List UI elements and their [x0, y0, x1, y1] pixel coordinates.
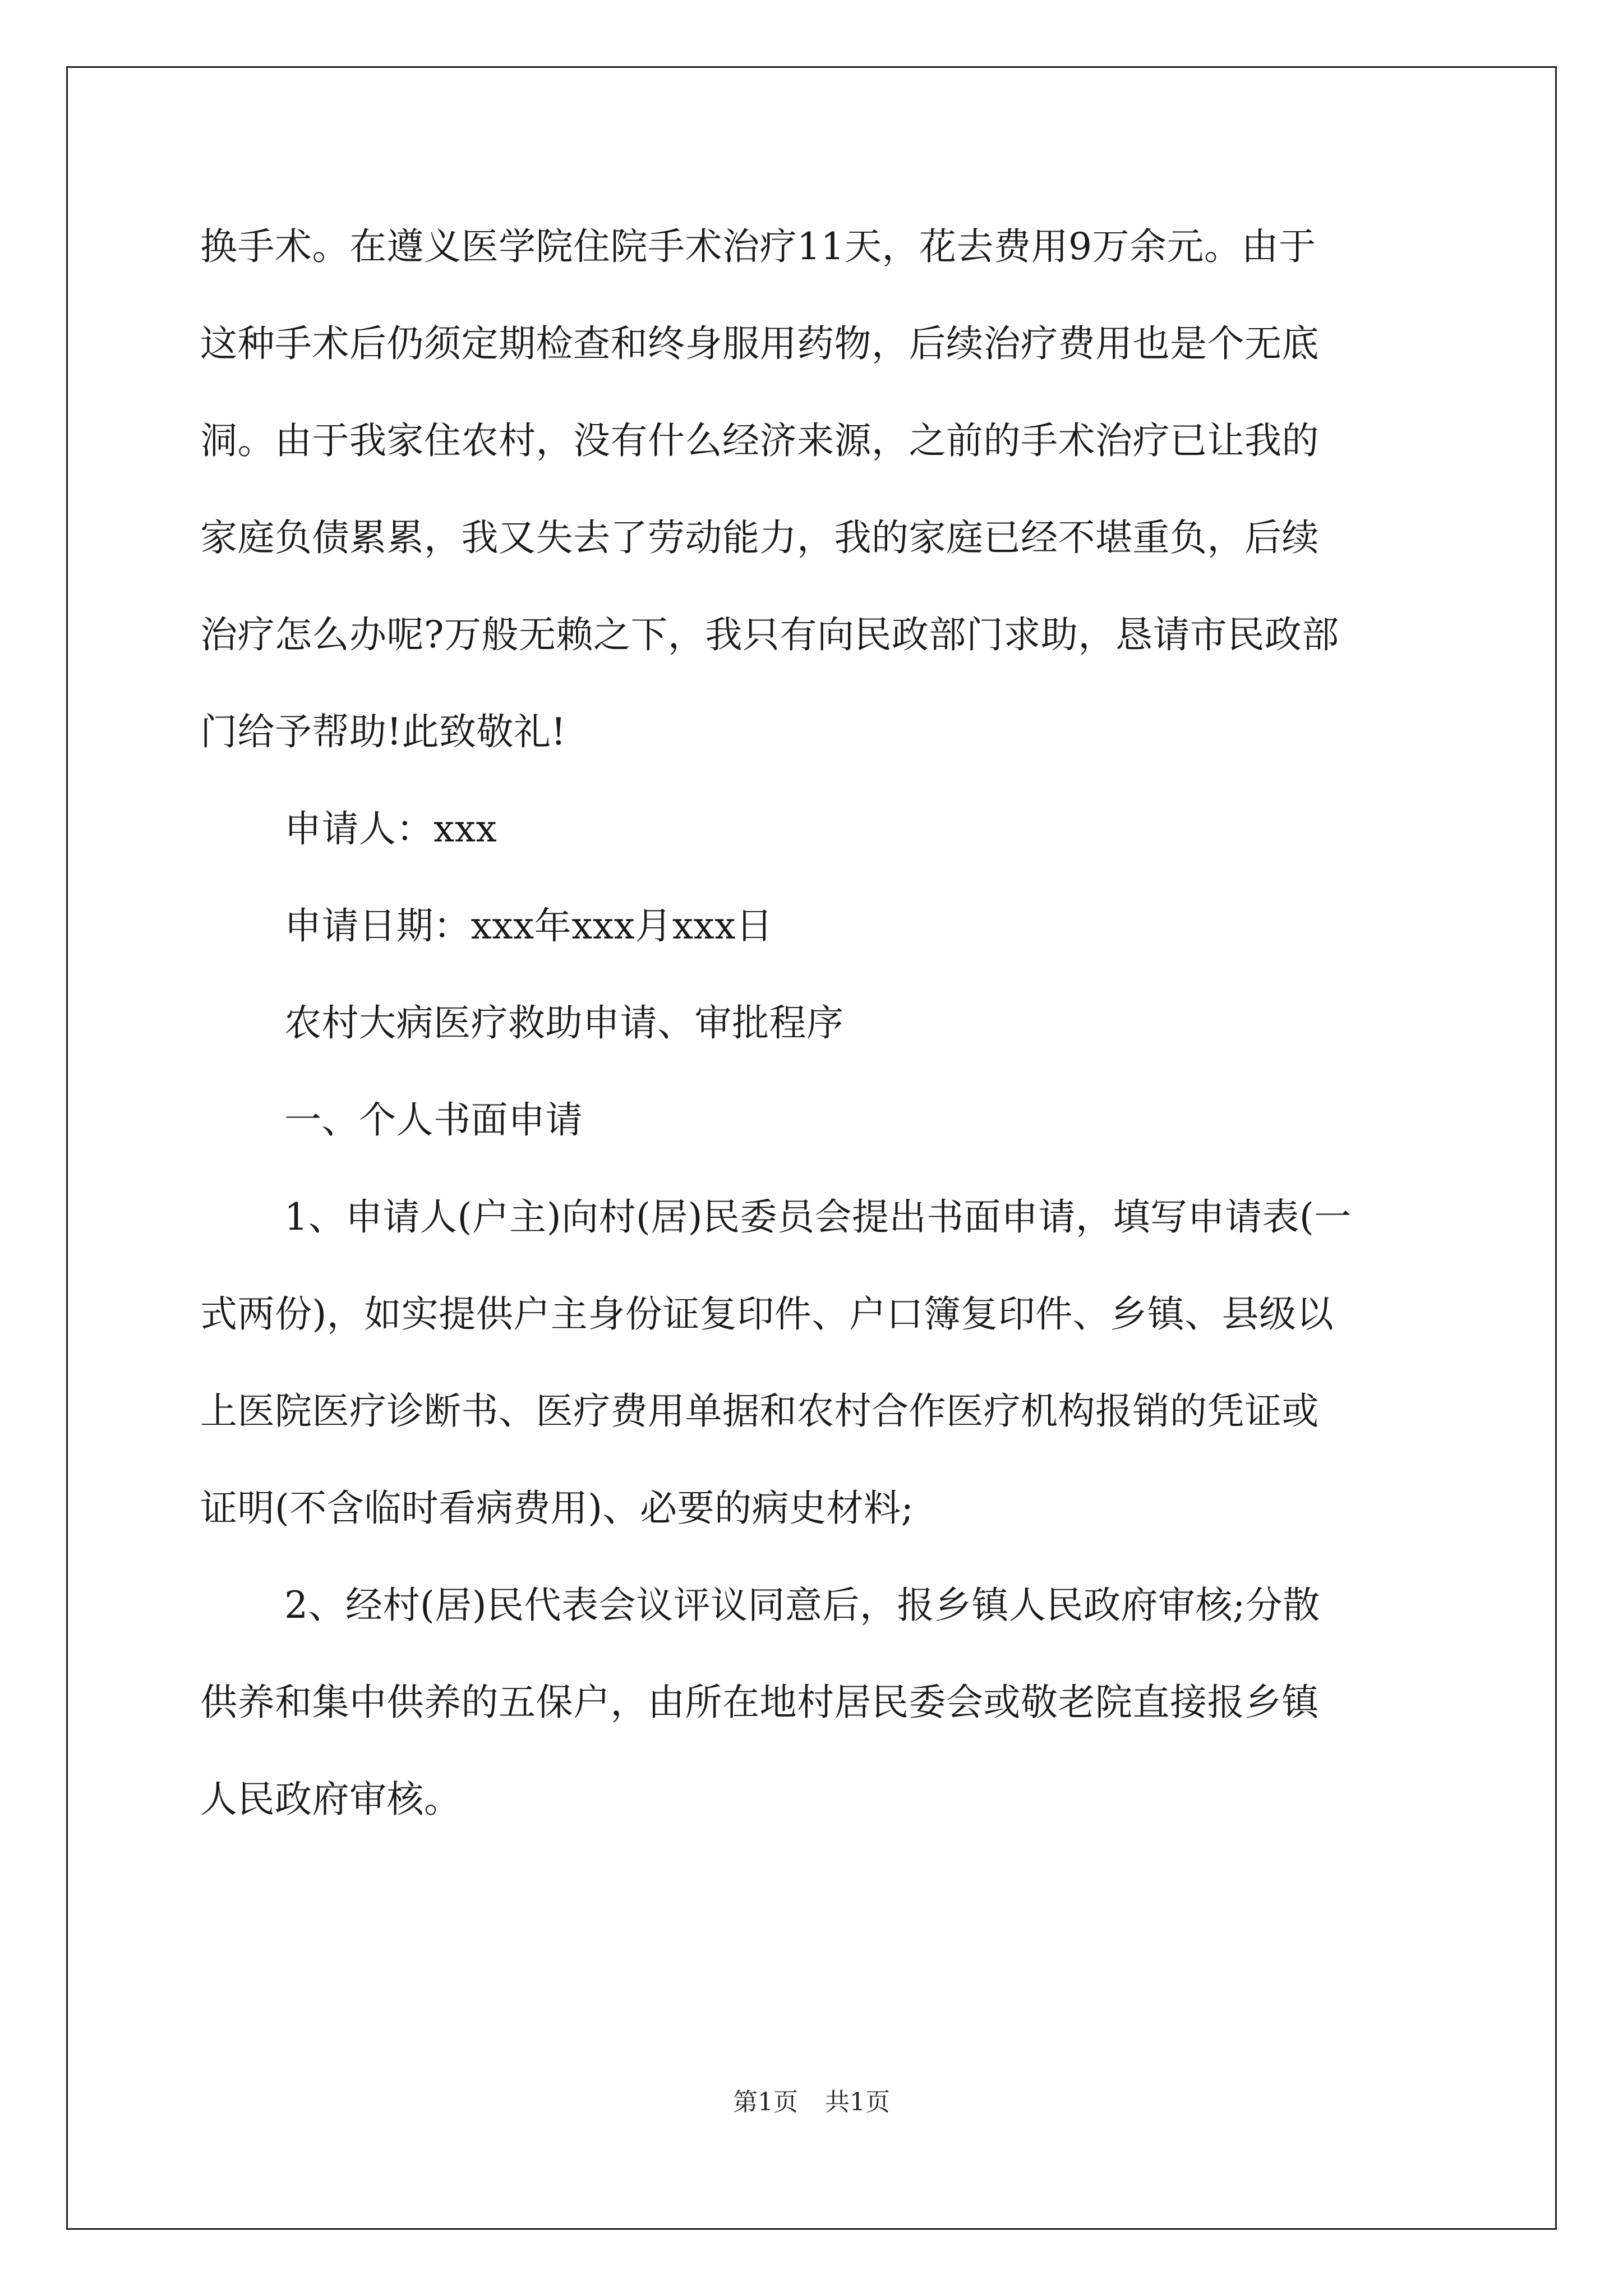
- body-line-16: 供养和集中供养的五保户，由所在地村居民委会或敬老院直接报乡镇: [200, 1681, 1319, 1724]
- body-line-4: 家庭负债累累，我又失去了劳动能力，我的家庭已经不堪重负，后续: [200, 516, 1319, 559]
- body-line-5: 治疗怎么办呢?万般无赖之下，我只有向民政部门求助，恳请市民政部: [200, 613, 1339, 656]
- application-date-line: 申请日期：xxx年xxx月xxx日: [284, 904, 773, 947]
- body-line-3: 洞。由于我家住农村，没有什么经济来源，之前的手术治疗已让我的: [200, 419, 1319, 462]
- page-number: 第1页: [733, 2088, 798, 2116]
- subsection-heading: 一、个人书面申请: [284, 1098, 583, 1142]
- applicant-line: 申请人：xxx: [284, 807, 497, 850]
- page-footer: [0, 2087, 1623, 2118]
- body-line-6: 门给予帮助!此致敬礼!: [200, 710, 566, 753]
- body-line-17: 人民政府审核。: [200, 1778, 462, 1821]
- body-line-11: 1、申请人(户主)向村(居)民委员会提出书面申请，填写申请表(一: [284, 1195, 1352, 1239]
- page-total: 共1页: [825, 2088, 890, 2116]
- body-line-13: 上医院医疗诊断书、医疗费用单据和农村合作医疗机构报销的凭证或: [200, 1389, 1319, 1433]
- section-title: 农村大病医疗救助申请、审批程序: [284, 1001, 844, 1045]
- body-line-2: 这种手术后仍须定期检查和终身服用药物，后续治疗费用也是个无底: [200, 322, 1319, 365]
- body-line-1: 换手术。在遵义医学院住院手术治疗11天，花去费用9万余元。由于: [200, 225, 1316, 268]
- body-line-14: 证明(不含临时看病费用)、必要的病史材料;: [200, 1487, 914, 1530]
- body-line-15: 2、经村(居)民代表会议评议同意后，报乡镇人民政府审核;分散: [284, 1584, 1320, 1627]
- page-border: [66, 66, 1557, 2230]
- body-line-12: 式两份)，如实提供户主身份证复印件、户口簿复印件、乡镇、县级以: [200, 1292, 1334, 1336]
